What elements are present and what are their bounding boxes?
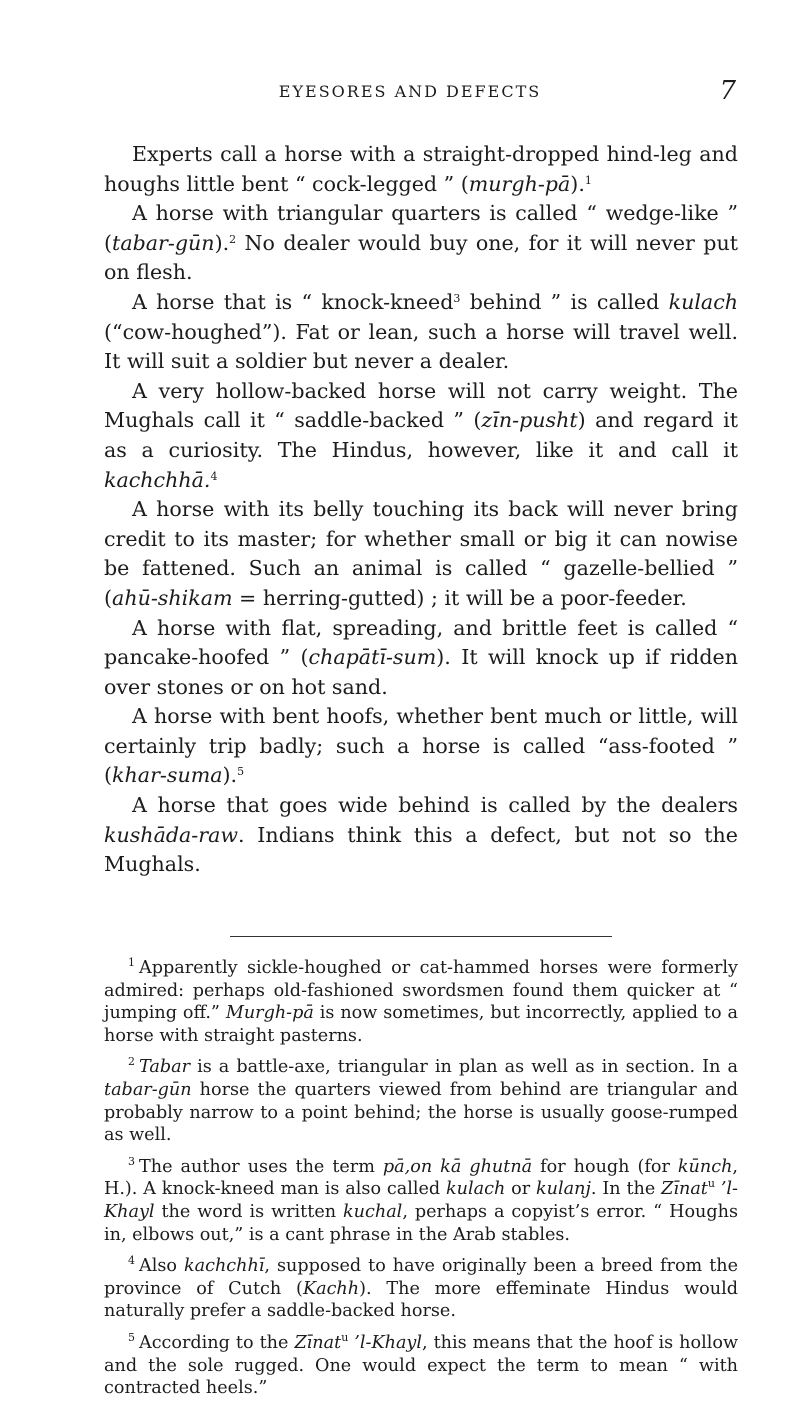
body-text xyxy=(104,140,738,880)
italic-term: murgh-pā xyxy=(468,171,571,196)
footnote xyxy=(104,1327,738,1400)
text-run: ). xyxy=(222,763,238,788)
italic-term: Kachh xyxy=(302,1278,360,1299)
text-run: A horse that goes wide behind is called by the dealers xyxy=(132,793,738,818)
italic-term: khar-suma xyxy=(112,763,223,788)
text-run: Apparently sickle-houghed or cat-hammed horses were formerly admired: perhaps old-fashioned swordsmen found them quicker at “ jumping off.” xyxy=(104,958,738,1024)
italic-term: kuchal xyxy=(343,1201,403,1222)
text-run: ). xyxy=(214,230,230,255)
paragraph xyxy=(104,377,738,495)
paragraph xyxy=(104,140,738,199)
footnote-number: 4 xyxy=(128,1254,135,1268)
text-run: = herring-gutted) ; it will be a poor-feeder. xyxy=(232,585,687,610)
footnote-marker: 1 xyxy=(584,173,592,187)
italic-term: kachchhī xyxy=(183,1256,265,1277)
text-run: is a battle-axe, triangular in plan as well as in section. In a xyxy=(190,1057,738,1078)
text-run: Also xyxy=(139,1256,184,1277)
footnote-number: 2 xyxy=(128,1055,135,1069)
running-title: EYESORES AND DEFECTS xyxy=(278,82,542,101)
text-run: A horse that is “ knock-kneed xyxy=(132,289,454,314)
paragraph xyxy=(104,791,738,880)
text-run: A horse with its belly touching its back will never bring credit to its master; for whether small or big it can nowise be fattened. Such an animal is called “ gazelle-bellied ” ( xyxy=(104,497,738,610)
italic-term: Tabar xyxy=(139,1057,191,1078)
italic-term: tabar-gūn xyxy=(112,230,215,255)
footnote xyxy=(104,1250,738,1323)
text-run: the word is written xyxy=(154,1201,344,1222)
footnotes xyxy=(104,952,738,1404)
text-run: , supposed to have originally been a breed from the province of Cutch ( xyxy=(104,1256,739,1299)
text-run: is now sometimes, but incorrectly, applied to a horse with straight pasterns. xyxy=(104,1003,738,1046)
text-run: . In the xyxy=(590,1179,662,1200)
text-run: A horse with bent hoofs, whether bent much or little, will certainly trip badly; such a horse is called “ass-footed ” ( xyxy=(104,704,738,788)
footnote-number: 5 xyxy=(128,1330,135,1344)
text-run: According to the xyxy=(139,1332,295,1353)
text-run: (“cow-houghed”). Fat or lean, such a horse will travel well. It will suit a soldier but never a dealer. xyxy=(104,319,738,374)
text-run: . Indians think this a defect, but not so the Mughals. xyxy=(104,822,738,877)
text-run: , this means that the hoof is hollow and the sole rugged. One would expect the term to mean “ with contracted heels.” xyxy=(104,1332,739,1399)
text-run: No dealer would buy one, for it will never put on flesh. xyxy=(104,230,738,285)
footnote-number: 3 xyxy=(128,1154,135,1168)
paragraph xyxy=(104,495,738,613)
footnote-divider xyxy=(230,936,612,937)
footnote xyxy=(104,952,738,1047)
text-run: The author uses the term xyxy=(139,1156,383,1177)
text-run: ). xyxy=(570,171,585,196)
italic-term: ’l-Khayl xyxy=(104,1179,738,1222)
footnote-marker: 2 xyxy=(229,232,237,246)
italic-term: zīn-pusht xyxy=(481,408,578,433)
footnote xyxy=(104,1051,738,1146)
text-run: ). The more effeminate Hindus would naturally prefer a saddle-backed horse. xyxy=(104,1278,738,1322)
paragraph xyxy=(104,702,738,791)
paragraph xyxy=(104,288,738,377)
text-run: , perhaps a copyist’s error. “ Houghs in, elbows out,” is a cant phrase in the Arab stables. xyxy=(104,1201,738,1245)
footnote-number: 1 xyxy=(128,956,135,969)
italic-term: kūnch xyxy=(677,1156,733,1177)
text-run: Experts call a horse with a straight-dropped hind-leg and houghs little bent “ cock-legged ” ( xyxy=(104,142,738,196)
text-run: ). It will knock up if ridden over stones or on hot sand. xyxy=(104,645,738,699)
footnote-marker: u xyxy=(707,1177,715,1191)
text-run: horse the quarters viewed from behind are triangular and probably narrow to a point behind; the horse is usually goose-rumped as well. xyxy=(104,1079,738,1146)
text-run: , H.). A knock-kneed man is also called xyxy=(104,1156,738,1200)
italic-term: kulanj xyxy=(536,1179,591,1200)
page-number: 7 xyxy=(719,76,736,106)
footnote-marker: 5 xyxy=(237,765,245,779)
italic-term: pā,on kā ghutnā xyxy=(382,1156,533,1177)
italic-term: kulach xyxy=(668,289,738,314)
text-run: or xyxy=(505,1179,536,1200)
italic-term: chapātī-sum xyxy=(308,645,437,670)
paragraph xyxy=(104,199,738,288)
italic-term: ’l-Khayl xyxy=(348,1332,422,1353)
paragraph xyxy=(104,614,738,703)
text-run: A horse with flat, spreading, and brittle feet is called “ pancake-hoofed ” ( xyxy=(104,615,738,670)
text-run: A very hollow-backed horse will not carry weight. The Mughals call it “ saddle-backed ” ( xyxy=(104,378,738,433)
footnote-marker: 3 xyxy=(453,291,461,305)
italic-term: Zīnat xyxy=(661,1179,708,1200)
page-header xyxy=(84,76,736,106)
italic-term: Zīnat xyxy=(294,1332,342,1353)
italic-term: Murgh-pā xyxy=(225,1003,314,1024)
italic-term: kachchhā. xyxy=(104,467,211,492)
footnote-marker: 4 xyxy=(210,469,218,483)
text-run: ) and regard it as a curiosity. The Hindus, however, like it and call it xyxy=(104,408,739,462)
footnote xyxy=(104,1151,738,1246)
footnote-marker: u xyxy=(341,1330,349,1344)
italic-term: kushāda-raw xyxy=(104,822,239,847)
text-run: behind ” is called xyxy=(460,289,669,314)
text-run: A horse with triangular quarters is called “ wedge-like ” ( xyxy=(104,201,738,255)
italic-term: tabar-gūn xyxy=(104,1079,192,1100)
italic-term: ahū-shikam xyxy=(112,585,233,610)
text-run: for hough (for xyxy=(532,1156,678,1177)
italic-term: kulach xyxy=(446,1179,506,1200)
